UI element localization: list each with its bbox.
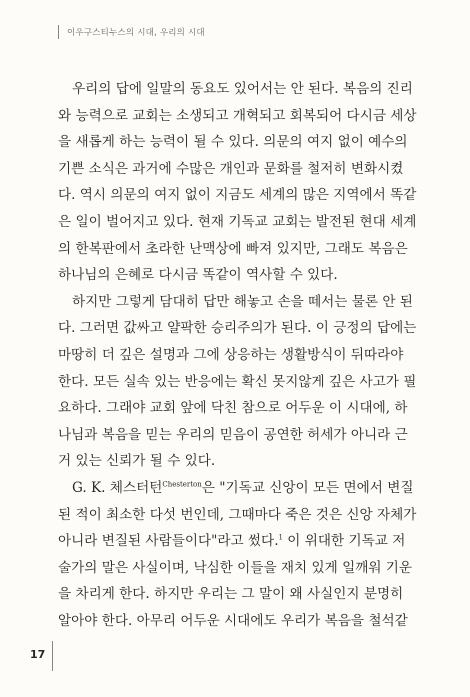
footnote-superscript: Chesterton xyxy=(162,480,202,489)
text-line: 아니라 변질된 사람들이다"라고 썼다.$^1$ 이 위대한 기독교 저 xyxy=(58,533,406,550)
text-line: 한다. 모든 실속 있는 반응에는 확신 못지않게 깊은 사고가 필 xyxy=(58,373,417,390)
text-line: 거 있는 신뢰가 될 수 있다. xyxy=(58,453,216,470)
text-line: 을 차리게 한다. 하지만 우리는 그 말이 왜 사실인지 분명히 xyxy=(58,586,404,603)
running-head-rule xyxy=(58,25,59,39)
page-number: 17 xyxy=(30,648,46,661)
text-line: 된 적이 최소한 다섯 번인데, 그때마다 죽은 것은 신앙 자체가 xyxy=(58,506,417,523)
text-line: 을 새롭게 하는 능력이 될 수 있다. 의문의 여지 없이 예수의 xyxy=(58,134,408,151)
text-line: 나님과 복음을 믿는 우리의 믿음이 공연한 허세가 아니라 근 xyxy=(58,426,408,443)
text-line: G. K. 체스터턴$^{Chesterton}$은 "기독교 신앙이 모든 면에서 변질 xyxy=(72,479,414,496)
text-line: 요하다. 그래야 교회 앞에 닥친 참으로 어두운 이 시대에, 하 xyxy=(58,400,408,417)
text-line: 하지만 그렇게 담대히 답만 해놓고 손을 떼서는 물론 안 된 xyxy=(72,293,413,310)
body-text xyxy=(58,76,438,634)
text-line: 의 한복판에서 초라한 난맥상에 빠져 있지만, 그래도 복음은 xyxy=(58,240,408,257)
text-line: 마땅히 더 깊은 설명과 그에 상응하는 생활방식이 뒤따라야 xyxy=(58,346,404,363)
text-line: 은 일이 벌어지고 있다. 현재 기독교 교회는 발전된 현대 세계 xyxy=(58,213,417,230)
running-head xyxy=(58,24,205,40)
text-line: 다. 역시 의문의 여지 없이 지금도 세계의 많은 지역에서 똑같 xyxy=(58,187,417,204)
text-line: 하나님의 은혜로 다시금 똑같이 역사할 수 있다. xyxy=(58,267,338,284)
footnote-reference[interactable]: 1 xyxy=(278,533,283,542)
folio-rule xyxy=(52,641,53,671)
text-line: 알아야 한다. 아무리 어두운 시대에도 우리가 복음을 철석같 xyxy=(58,612,408,629)
text-line: 술가의 말은 사실이며, 낙심한 이들을 재치 있게 일깨워 기운 xyxy=(58,559,413,576)
text-line: 다. 그러면 값싸고 얄팍한 승리주의가 된다. 이 긍정의 답에는 xyxy=(58,320,417,337)
text-line: 우리의 답에 일말의 동요도 있어서는 안 된다. 복음의 진리 xyxy=(72,81,413,97)
running-head-text: 이우구스티누스의 시대, 우리의 시대 xyxy=(67,28,205,38)
text-line: 기쁜 소식은 과거에 수많은 개인과 문화를 철저히 변화시켰 xyxy=(58,160,404,177)
text-line: 와 능력으로 교회는 소생되고 개혁되고 회복되어 다시금 세상 xyxy=(58,107,417,124)
